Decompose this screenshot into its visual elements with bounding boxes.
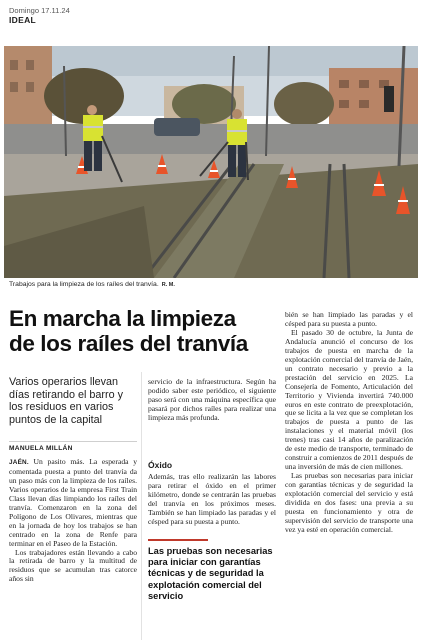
photo-credit: R. M.: [161, 282, 175, 288]
article-headline: [9, 306, 281, 356]
section-subtitle: Óxido: [148, 460, 173, 470]
body-paragraph: bién se han limpiado las paradas y el césped para su puesta a punto.: [285, 310, 413, 328]
caption-text: Trabajos para la limpieza de los raíles del tranvía.: [9, 281, 159, 288]
publication-name: IDEAL: [9, 15, 36, 25]
column-divider: [141, 372, 142, 640]
body-column-3: [285, 311, 413, 535]
body-paragraph: [9, 458, 137, 549]
article-photo: [4, 46, 418, 278]
pull-quote: Las pruebas son necesarias para iniciar con garantías técnicas y de seguridad la explotación comercial del servicio: [148, 546, 273, 601]
paragraph-text: Un pasito más. La esperada y comentada puesta a punto del tranvía da un paso más con la limpieza de los raíles. Varios operarios de la empresa First Train Class llevan días limpiando los raíles del tranvía. Comenzaron en la zona del Polígono de Los Olivares, mientras que en la jornada de hoy los trabajos se han centrado en la zona de Renfe para terminar en el Paseo de la Estación.: [9, 457, 137, 548]
dateline: JAÉN.: [9, 459, 29, 466]
body-paragraph: Los trabajadores están llevando a cabo la retirada de barro y la multitud de residuos que se acumulan tras catorce años sin: [9, 547, 137, 584]
body-paragraph: Las pruebas son necesarias para iniciar con garantías técnicas y de seguridad la explotación comercial del servicio y está dividida en dos fases: una previa a su puesta en funcionamiento y otra de supervisión del servicio de transporte una vez ya esté en operación comercial.: [285, 471, 413, 534]
pull-quote-accent: [148, 539, 208, 541]
body-column-2: [148, 378, 276, 423]
page-header: [9, 6, 409, 25]
body-column-2-continued: [148, 473, 276, 527]
issue-date: Domingo 17.11.24: [9, 6, 70, 15]
headline-line-1: En marcha la limpieza: [9, 306, 236, 331]
body-paragraph: servicio de la infraestructura. Según ha podido saber este periódico, el siguiente paso será con una máquina específica que pasará por dichos raíles para realizar una limpieza más profunda.: [148, 377, 276, 422]
body-paragraph: Además, tras ello realizarán las labores para retirar el óxido en el primer kilómetro, donde se centrarán las pruebas del tranvía en los próximos meses. También se han limpiado las paradas y el césped para su puesta a punto.: [148, 472, 276, 526]
headline-line-2: de los raíles del tranvía: [9, 331, 248, 356]
author-byline: MANUELA MILLÁN: [9, 441, 137, 452]
article-subhead: Varios operarios llevan días retirando el barro y los residuos en varios puntos de la capital: [9, 376, 124, 426]
photo-caption: [9, 281, 414, 288]
body-column-1: [9, 458, 137, 584]
body-paragraph: El pasado 30 de octubre, la Junta de Andalucía anunció el concurso de los trabajos de puesta en marcha de la explotación comercial del tranvía de Jaén, un contrato necesario y previo a la prestación del servicio en 2025. La Consejería de Fomento, Articulación del Territorio y Vivienda invertirá 740.000 euros en este contrato de preexplotación, que se licita a la vez que se completan los trabajos de puesta a punto de las instalaciones y el material móvil (los trenes) tras casi 14 años de paralización de este medio de transporte, terminado de construir a comienzos de 2011 después de una inversión de más de cien millones.: [285, 327, 413, 472]
